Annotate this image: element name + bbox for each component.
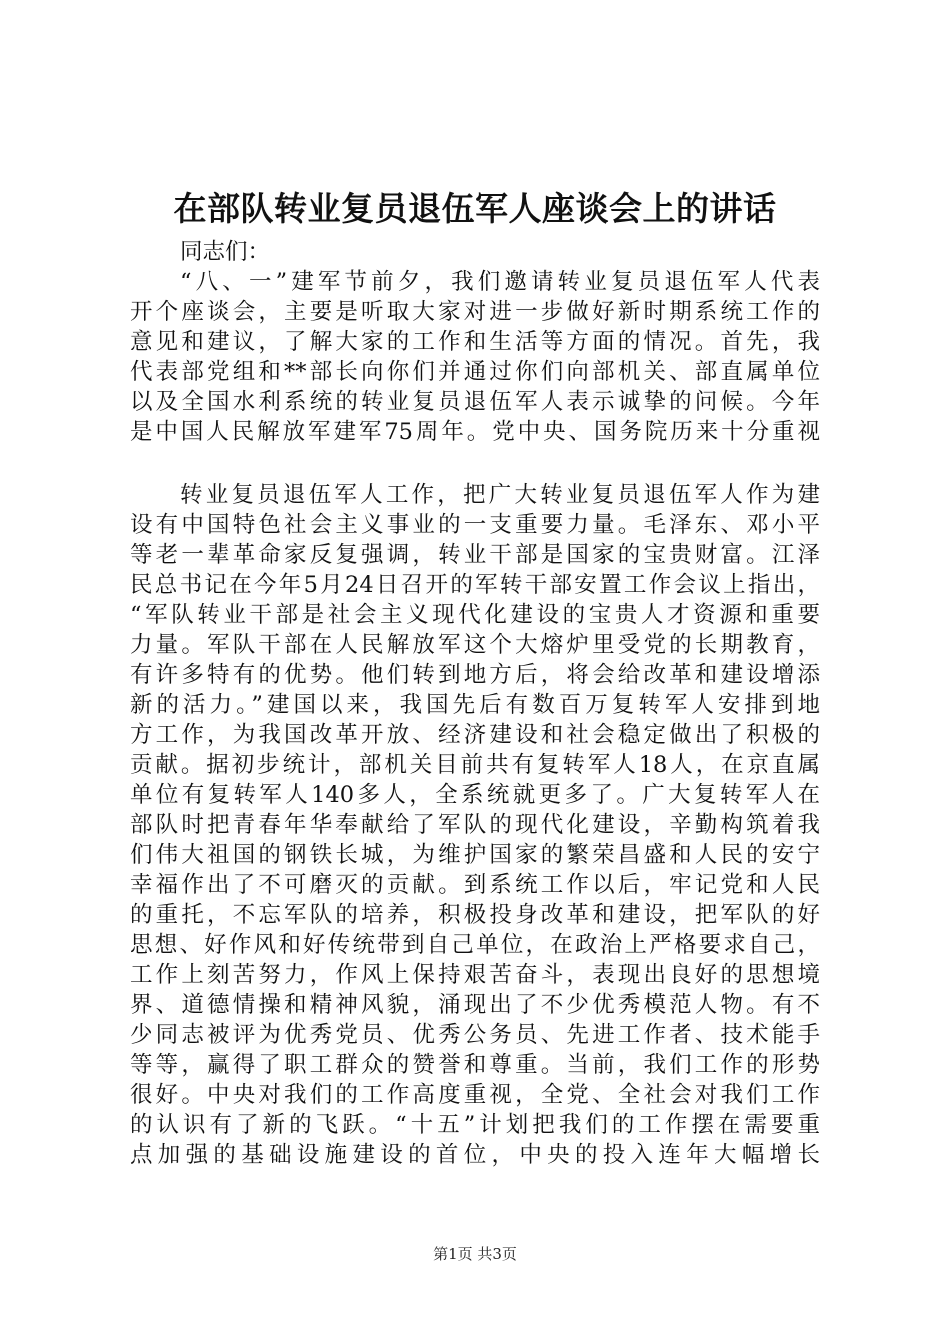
text-line: “八、一”建军节前夕，我们邀请转业复员退伍军人代表 [180,269,820,295]
text-line: 贡献。据初步统计，部机关目前共有复转军人18人，在京直属 [130,752,820,778]
text-line: 代表部党组和**部长向你们并通过你们向部机关、部直属单位 [130,359,820,385]
text-line: 方工作，为我国改革开放、经济建设和社会稳定做出了积极的 [130,722,820,748]
text-line: 思想、好作风和好传统带到自己单位，在政治上严格要求自己， [130,932,820,958]
text-line: 以及全国水利系统的转业复员退伍军人表示诚挚的问候。今年 [130,389,820,415]
text-line: 幸福作出了不可磨灭的贡献。到系统工作以后，牢记党和人民 [130,872,820,898]
text-line: 少同志被评为优秀党员、优秀公务员、先进工作者、技术能手 [130,1022,820,1048]
text-line: 单位有复转军人140多人，全系统就更多了。广大复转军人在 [130,782,820,808]
text-line: 部队时把青春年华奉献给了军队的现代化建设，辛勤构筑着我 [130,812,820,838]
text-line: 点加强的基础设施建设的首位，中央的投入连年大幅增长 [130,1142,820,1168]
text-line: 很好。中央对我们的工作高度重视，全党、全社会对我们工作 [130,1082,820,1108]
page-footer: 第1页 共3页 [433,1245,517,1263]
paragraph-1 [130,237,820,447]
text-line: 工作上刻苦努力，作风上保持艰苦奋斗，表现出良好的思想境 [130,962,820,988]
paragraph-2 [130,480,820,1170]
text-line: 新的活力。”建国以来，我国先后有数百万复转军人安排到地 [130,692,820,718]
salutation: 同志们： [180,239,271,265]
text-line: 的重托，不忘军队的培养，积极投身改革和建设，把军队的好 [130,902,820,928]
text-line: 力量。军队干部在人民解放军这个大熔炉里受党的长期教育， [130,632,820,658]
text-line: 民总书记在今年5月24日召开的军转干部安置工作会议上指出， [130,572,820,598]
text-line: 意见和建议，了解大家的工作和生活等方面的情况。首先，我 [130,329,820,355]
text-line: 转业复员退伍军人工作，把广大转业复员退伍军人作为建 [180,482,820,508]
text-line: 是中国人民解放军建军75周年。党中央、国务院历来十分重视 [130,419,820,445]
text-line: 等老一辈革命家反复强调，转业干部是国家的宝贵财富。江泽 [130,542,820,568]
text-line: 有许多特有的优势。他们转到地方后，将会给改革和建设增添 [130,662,820,688]
text-line: 开个座谈会，主要是听取大家对进一步做好新时期系统工作的 [130,299,820,325]
text-line: 等等，赢得了职工群众的赞誉和尊重。当前，我们工作的形势 [130,1052,820,1078]
document-title: 在部队转业复员退伍军人座谈会上的讲话 [173,189,777,228]
text-line: 界、道德情操和精神风貌，涌现出了不少优秀模范人物。有不 [130,992,820,1018]
text-line: “军队转业干部是社会主义现代化建设的宝贵人才资源和重要 [130,602,820,628]
text-line: 们伟大祖国的钢铁长城，为维护国家的繁荣昌盛和人民的安宁 [130,842,820,868]
text-line: 的认识有了新的飞跃。“十五”计划把我们的工作摆在需要重 [130,1112,820,1138]
text-line: 设有中国特色社会主义事业的一支重要力量。毛泽东、邓小平 [130,512,820,538]
